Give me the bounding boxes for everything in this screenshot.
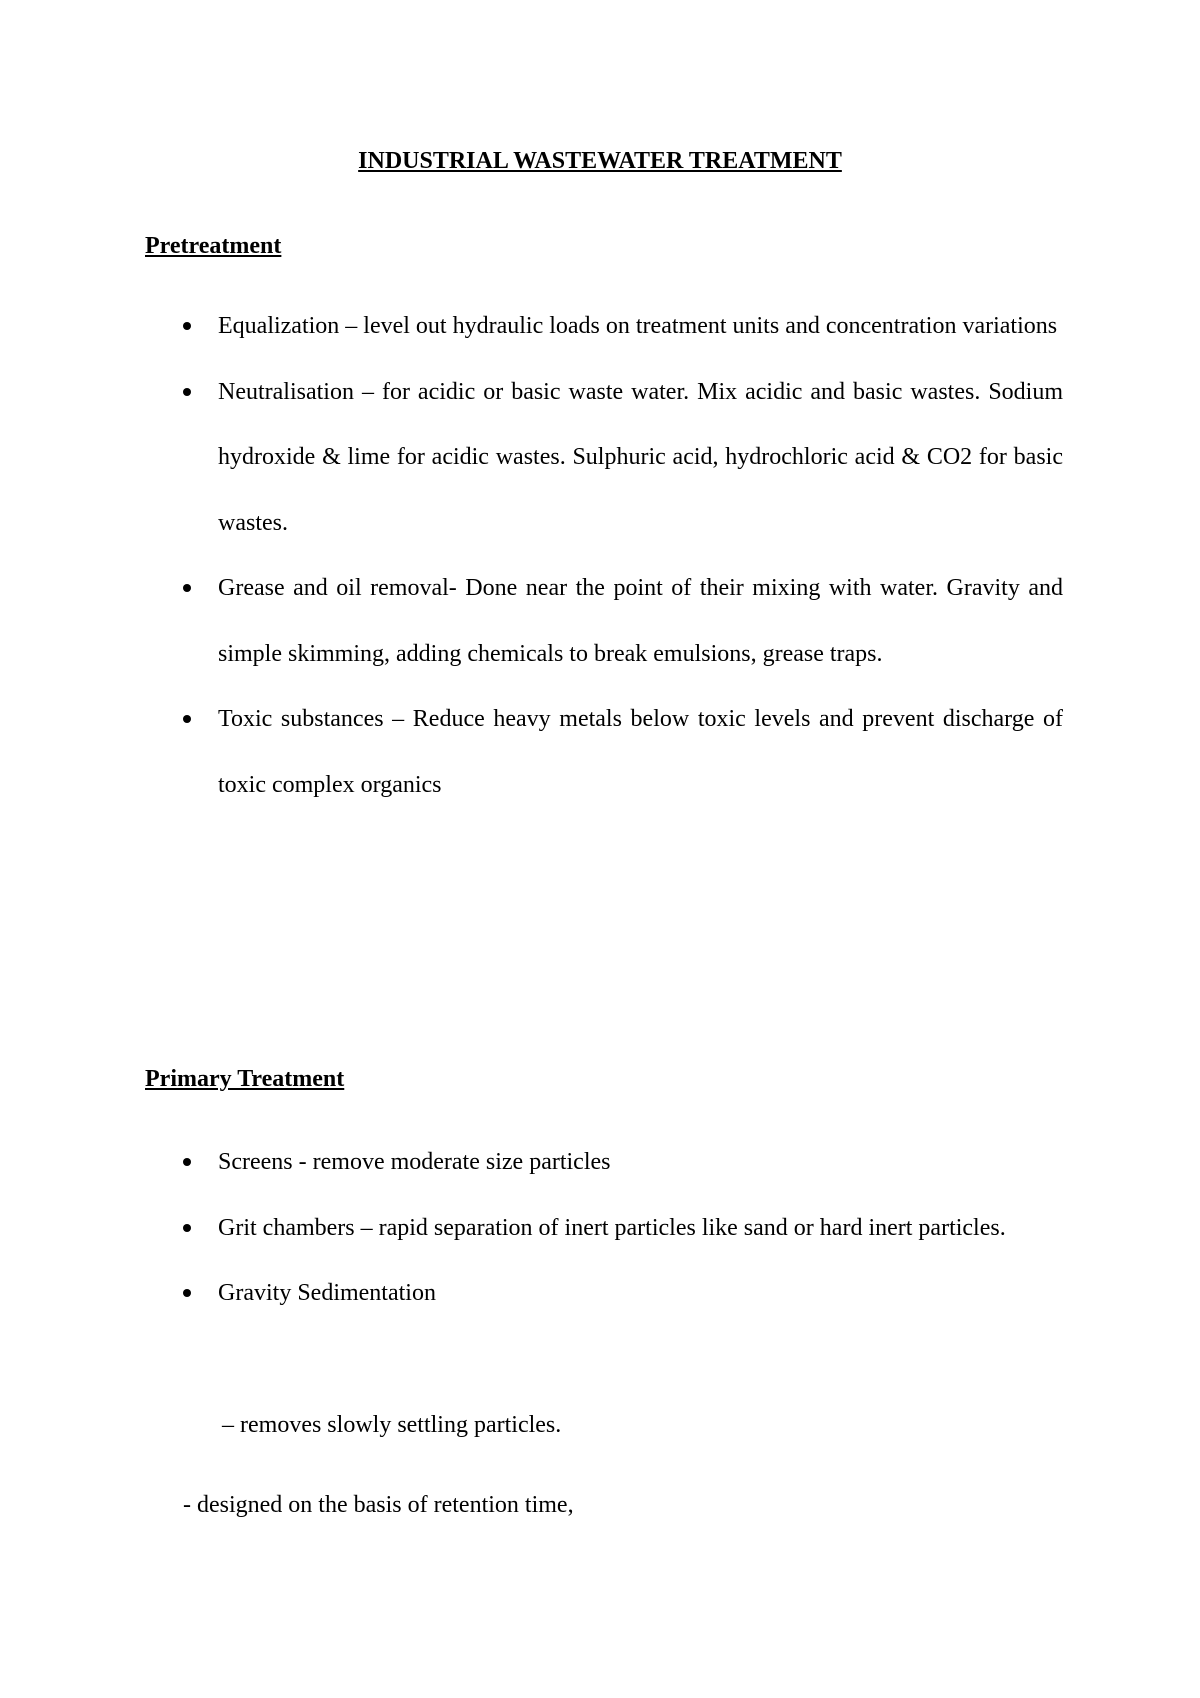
- list-item: [218, 556, 1063, 687]
- bullet-icon: [183, 1224, 191, 1232]
- list-item-text: Toxic substances – Reduce heavy metals below toxic levels and prevent discharge of toxic complex organics: [218, 706, 1063, 798]
- list-item-text: Equalization – level out hydraulic loads on treatment units and concentration variations: [218, 313, 1058, 339]
- gravity-sedimentation-continuation: – removes slowly settling particles.: [222, 1412, 562, 1438]
- list-item: [218, 687, 1063, 818]
- list-item-text: Grease and oil removal- Done near the point of their mixing with water. Gravity and simple skimming, adding chemicals to break emulsions, grease traps.: [218, 575, 1063, 667]
- bullet-icon: [183, 322, 191, 330]
- pretreatment-list: [218, 294, 1063, 818]
- document-title: INDUSTRIAL WASTEWATER TREATMENT: [358, 148, 842, 174]
- list-item-text: Grit chambers – rapid separation of inert particles like sand or hard inert particles.: [218, 1214, 1006, 1241]
- list-item: [218, 1196, 1063, 1262]
- primary-treatment-list: [218, 1130, 1063, 1327]
- list-item: [218, 294, 1063, 360]
- list-item: [218, 1130, 1063, 1196]
- list-item: [218, 1261, 1063, 1327]
- list-item: [218, 360, 1063, 557]
- bullet-icon: [183, 715, 191, 723]
- bullet-icon: [183, 1158, 191, 1166]
- bullet-icon: [183, 584, 191, 592]
- list-item-text: Screens - remove moderate size particles: [218, 1149, 611, 1175]
- section-heading-pretreatment: Pretreatment: [145, 233, 282, 259]
- section-heading-primary-treatment: Primary Treatment: [145, 1066, 345, 1092]
- bullet-icon: [183, 388, 191, 396]
- list-item-text: Neutralisation – for acidic or basic waste water. Mix acidic and basic wastes. Sodium hydroxide & lime for acidic wastes. Sulphuric acid, hydrochloric acid & CO2 for basic wastes.: [218, 378, 1063, 536]
- list-item-text: Gravity Sedimentation: [218, 1280, 436, 1306]
- bullet-icon: [183, 1289, 191, 1297]
- retention-time-note: - designed on the basis of retention time,: [183, 1492, 574, 1518]
